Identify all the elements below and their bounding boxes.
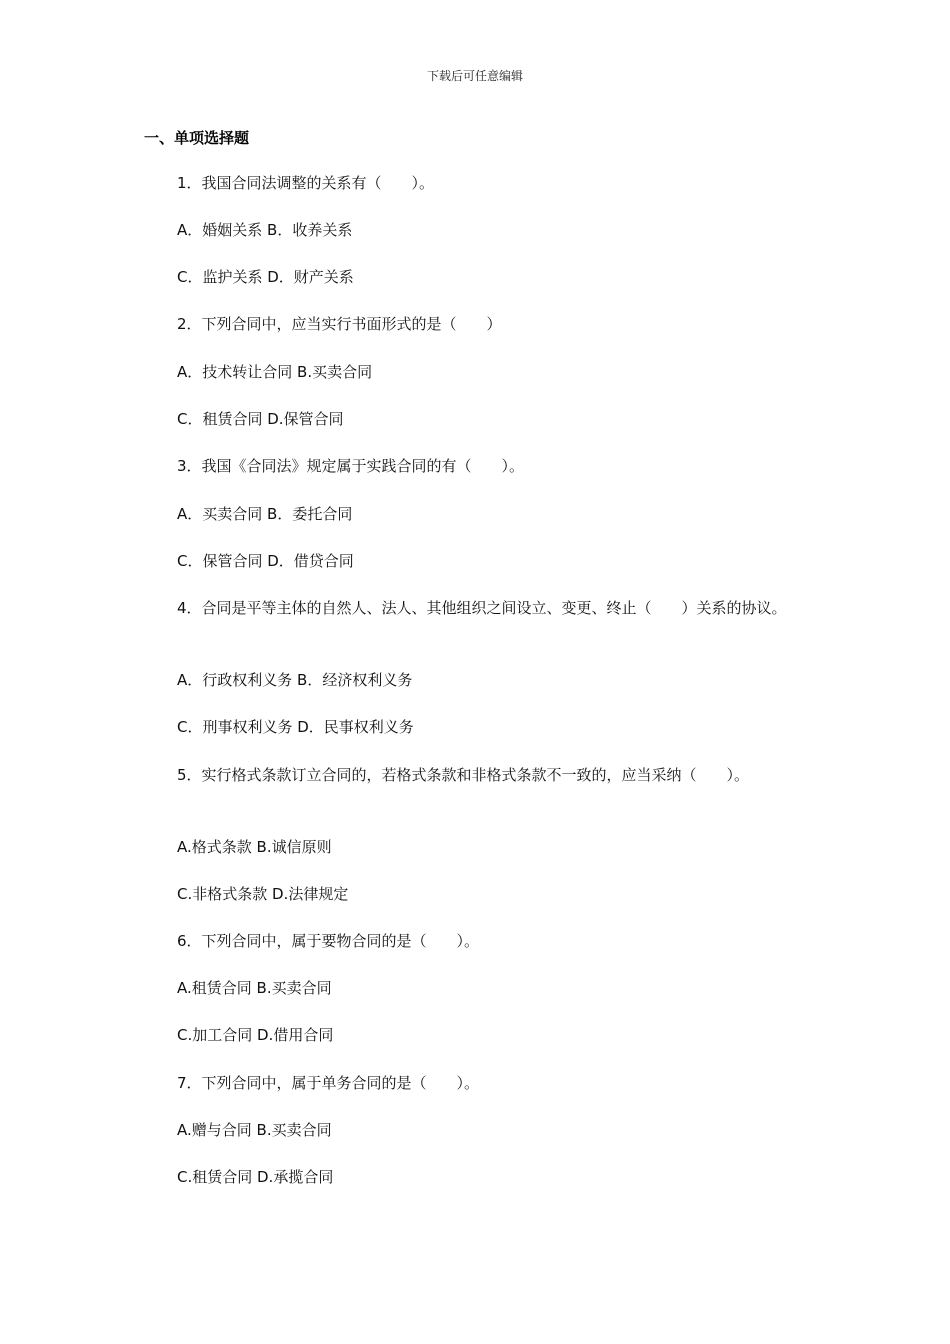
section-title: 一、单项选择题: [144, 129, 250, 147]
question-5-stem: 5．实行格式条款订立合同的，若格式条款和非格式条款不一致的，应当采纳（ ）。: [177, 766, 750, 784]
question-7-stem: 7．下列合同中，属于单务合同的是（ ）。: [177, 1074, 480, 1092]
question-2-options-cd: C．租赁合同 D.保管合同: [177, 410, 344, 428]
header-note: 下载后可任意编辑: [426, 69, 523, 83]
question-2-stem: 2．下列合同中，应当实行书面形式的是（ ）: [177, 315, 502, 333]
question-6-stem: 6．下列合同中，属于要物合同的是（ ）。: [177, 932, 480, 950]
question-3-stem: 3．我国《合同法》规定属于实践合同的有（ ）。: [177, 457, 525, 475]
question-1-options-ab: A．婚姻关系 B．收养关系: [177, 221, 353, 239]
question-3-options-cd: C．保管合同 D．借贷合同: [177, 552, 354, 570]
question-1-options-cd: C．监护关系 D．财产关系: [177, 268, 354, 286]
question-6-options-ab: A.租赁合同 B.买卖合同: [177, 979, 332, 997]
question-3-options-ab: A．买卖合同 B．委托合同: [177, 505, 353, 523]
question-5-options-ab: A.格式条款 B.诚信原则: [177, 838, 332, 856]
question-5-options-cd: C.非格式条款 D.法律规定: [177, 885, 349, 903]
question-4-options-ab: A．行政权利义务 B．经济权利义务: [177, 671, 413, 689]
question-4-options-cd: C．刑事权利义务 D．民事权利义务: [177, 718, 414, 736]
question-7-options-ab: A.赠与合同 B.买卖合同: [177, 1121, 332, 1139]
question-6-options-cd: C.加工合同 D.借用合同: [177, 1026, 334, 1044]
question-2-options-ab: A．技术转让合同 B.买卖合同: [177, 363, 373, 381]
question-4-stem: 4．合同是平等主体的自然人、法人、其他组织之间设立、变更、终止（ ）关系的协议。: [177, 599, 787, 617]
question-1-stem: 1．我国合同法调整的关系有（ ）。: [177, 174, 435, 192]
question-7-options-cd: C.租赁合同 D.承揽合同: [177, 1168, 334, 1186]
